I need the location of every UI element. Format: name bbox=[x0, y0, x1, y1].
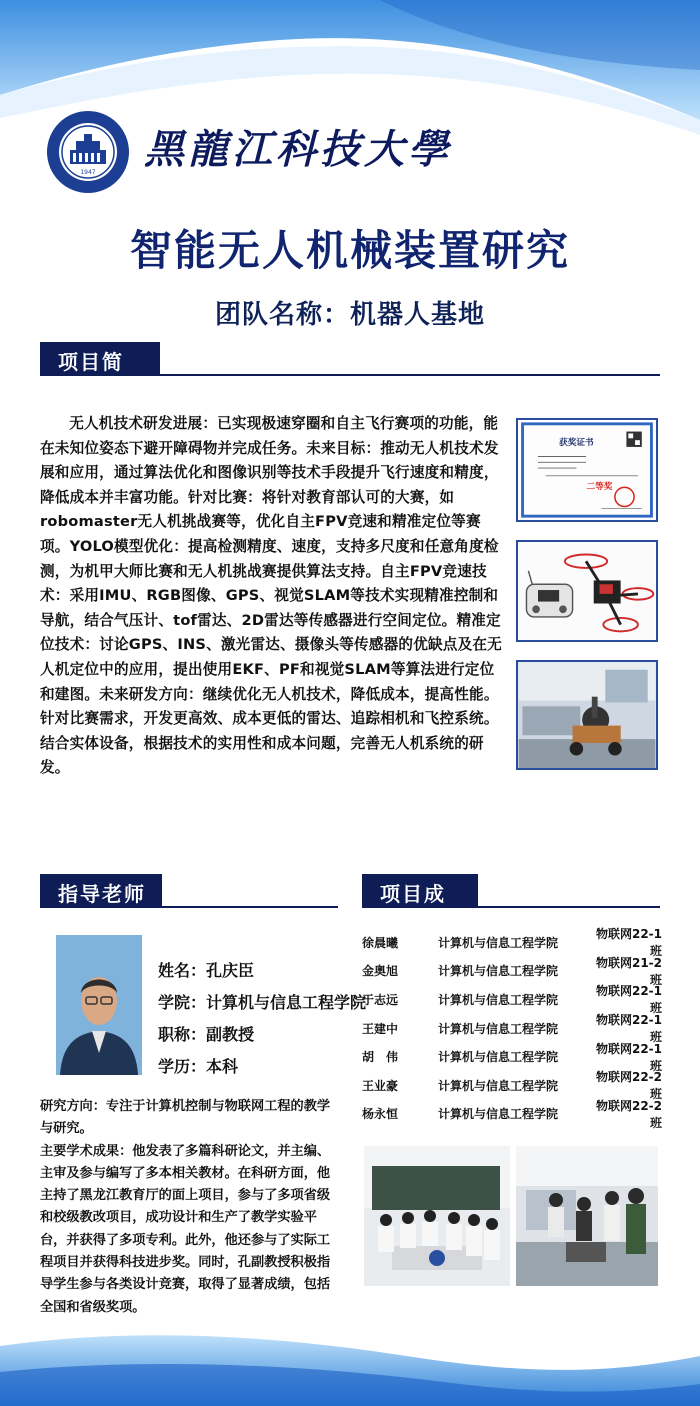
intro-paragraph: 无人机技术研发进展：已实现极速穿圈和自主飞行赛项的功能，能在未知位姿态下避开障碍物并完成任务。未来目标：推动无人机技术发展和应用，通过算法优化和图像识别等技术手段提升飞行速度和精度，降低成本并丰富功能。针对比赛：将针对教育部认可的大赛，如robomaster无人机挑战赛等，优化自主FPV竞速和精准定位等赛项。YOLO模型优化：提高检测精度、速度，支持多尺度和任意角度检测，为机甲大师比赛和无人机挑战赛提供算法支持。自主FPV竞速技术：采用IMU、RGB图像、GPS、视觉SLAM等技术实现精准控制和导航，结合气压计、tof雷达、2D雷达等传感器进行空间定位。精准定位技术：讨论GPS、INS、激光雷达、摄像头等传感器的优缺点及在无人机定位中的应用，提出使用EKF、PF和视觉SLAM等算法进行定位和建图。未来研发方向：继续优化无人机技术，降低成本，提高性能。针对比赛需求，开发更高效、成本更低的雷达、追踪相机和飞控系统。结合实体设备，根据技术的实用性和成本问题，完善无人机系统的研发。 bbox=[40, 415, 502, 777]
university-name: 黑龍江科技大學 bbox=[144, 126, 452, 173]
member-row bbox=[362, 957, 662, 986]
member-row bbox=[362, 1100, 662, 1129]
member-name: 王业豪 bbox=[362, 1078, 399, 1093]
teacher-rank: 职称：副教授 bbox=[158, 1025, 255, 1044]
certificate-title: 获奖证书 bbox=[559, 438, 594, 448]
member-class: 物联网22-1班 bbox=[595, 1013, 662, 1045]
member-row bbox=[362, 985, 662, 1014]
teacher-achievements: 主要学术成果：他发表了多篇科研论文，并主编、主审及参与编写了多本相关教材。在科研方面，他主持了黑龙江教育厅的面上项目，参与了多项省级和校级教改项目，成功设计和生产了教学实验平台，并获得了多项专利。此外，他还参与了实际工程项目并获得科技进步奖。同时，孔副教授积极指导学生参与各类设计竞赛，取得了显著成绩，包括全国和省级奖项。 bbox=[40, 1143, 331, 1315]
member-class: 物联网22-2班 bbox=[595, 1098, 662, 1130]
member-college: 计算机与信息工程学院 bbox=[438, 1021, 559, 1036]
member-college: 计算机与信息工程学院 bbox=[438, 1107, 559, 1122]
certificate-award: 二等奖 bbox=[586, 482, 613, 493]
teacher-degree: 学历：本科 bbox=[158, 1057, 239, 1076]
members-list bbox=[362, 928, 662, 1128]
member-college: 计算机与信息工程学院 bbox=[438, 935, 559, 950]
member-row bbox=[362, 1014, 662, 1043]
team-photo-classroom bbox=[364, 1146, 510, 1286]
member-name: 杨永恒 bbox=[362, 1107, 399, 1122]
teacher-college: 学院：计算机与信息工程学院 bbox=[158, 993, 367, 1012]
member-class: 物联网22-1班 bbox=[595, 984, 662, 1016]
team-photo-lab bbox=[516, 1146, 658, 1286]
member-row bbox=[362, 1071, 662, 1100]
team-name: 团队名称：机器人基地 bbox=[214, 300, 485, 330]
member-college: 计算机与信息工程学院 bbox=[438, 992, 559, 1007]
member-class: 物联网22-1班 bbox=[595, 927, 662, 959]
section-divider bbox=[40, 906, 338, 908]
section-divider bbox=[362, 906, 660, 908]
section-divider bbox=[40, 374, 660, 376]
teacher-research: 研究方向：专注于计算机控制与物联网工程的教学与研究。 bbox=[40, 1099, 331, 1137]
member-name: 王建中 bbox=[362, 1021, 399, 1036]
member-name: 徐晨曦 bbox=[362, 935, 399, 950]
member-college: 计算机与信息工程学院 bbox=[438, 1050, 559, 1065]
member-name: 金奥旭 bbox=[362, 964, 399, 979]
poster-title: 智能无人机械装置研究 bbox=[129, 226, 570, 275]
member-name: 于志远 bbox=[362, 992, 399, 1007]
teacher-portrait bbox=[56, 935, 142, 1075]
member-class: 物联网22-2班 bbox=[595, 1070, 662, 1102]
member-class: 物联网21-2班 bbox=[595, 955, 662, 987]
award-certificate-image bbox=[516, 418, 658, 522]
drone-photo bbox=[516, 540, 658, 642]
member-row bbox=[362, 1042, 662, 1071]
member-college: 计算机与信息工程学院 bbox=[438, 1078, 559, 1093]
lab-robot-photo bbox=[516, 660, 658, 770]
section-header-teacher: 指导老师 bbox=[40, 874, 162, 908]
section-header-intro: 项目简介 bbox=[40, 342, 160, 376]
member-class: 物联网22-1班 bbox=[595, 1041, 662, 1073]
logo-year: 1947 bbox=[80, 169, 96, 176]
bottom-wave-decoration bbox=[0, 1286, 700, 1406]
member-college: 计算机与信息工程学院 bbox=[438, 964, 559, 979]
member-row bbox=[362, 928, 662, 957]
university-logo bbox=[46, 110, 130, 194]
teacher-name: 姓名：孔庆臣 bbox=[158, 961, 255, 980]
member-name: 胡 伟 bbox=[362, 1050, 399, 1065]
section-header-members: 项目成员 bbox=[362, 874, 478, 908]
